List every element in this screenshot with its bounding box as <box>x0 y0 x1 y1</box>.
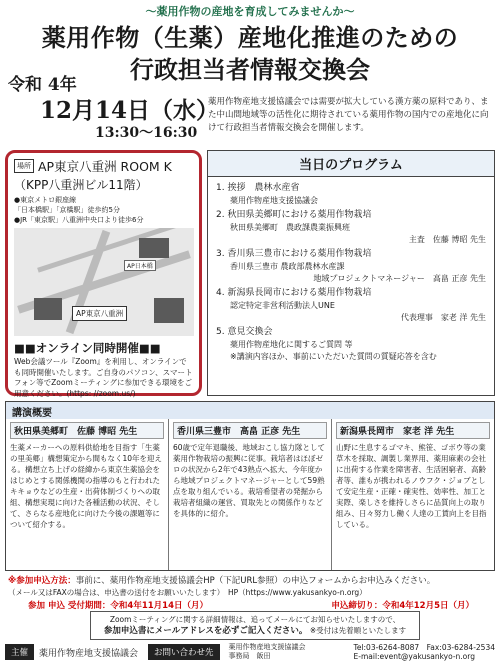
lecture-column <box>332 419 494 570</box>
lecture-text: 60歳で定年退職後、地域おこし協力隊として薬用作物栽培の振興に従事。栽培者はほぼゼロの状況から2年で43熟点へ拡大、今年度から地域プロジェクトマネージャーとして59熟点を取り組んでいる。栽培希望者の発掘から栽培者組織の運営、買取先との関係作りなどを具体的に紹介。 <box>173 443 326 518</box>
program-item <box>216 326 486 363</box>
office-line: 薬用作物産地支援協議会 <box>228 643 306 651</box>
program-item <box>216 209 486 246</box>
program-item-note: ※講演内容ほか、事前にいただいた質問の質疑応答を含む <box>230 352 437 361</box>
map-label-nihonbashi: AP日本橋 <box>124 260 156 271</box>
lecture-text: 生薬メーカーへの原料供給地を目指す「生薬の里美郷」構想策定から間もなく10年を迎える。構想立ち上げの経緯から東京生薬協会をはじめとする関係機関の指導のもと行われたキキョウなどの生産・出荷体制づくりへの取組、構想実現に向けた各種活動の状況、そして、さらなる産地化に向けた今後の課題等について紹介する。 <box>10 443 163 529</box>
host-tag: 主催 <box>5 644 34 660</box>
program-title: 当日のプログラム <box>208 151 494 177</box>
zoom-notice <box>90 611 420 640</box>
program-item-speaker: 主査 佐藤 博昭 先生 <box>408 235 486 244</box>
program-item-label: 5. 意見交換会 <box>216 327 273 337</box>
office-line: 事務局 飯田 <box>228 652 271 660</box>
deadline-online: 申込締切り：令和4年12月5日（月） <box>331 601 474 611</box>
venue-tag: 場所 <box>14 159 34 173</box>
zoom-notice-line2 <box>95 625 415 637</box>
map-building <box>154 298 184 323</box>
venue-map <box>14 228 194 336</box>
venue-box <box>5 150 202 396</box>
lecture-title: 秋田県美郷町 佐藤 博昭 先生 <box>10 422 164 439</box>
program-item-sub: 香川県三豊市 農政部農林水産課 <box>230 262 345 271</box>
program-list <box>208 177 494 366</box>
lectures-box <box>5 401 495 571</box>
lecture-column <box>6 419 169 570</box>
program-item <box>216 248 486 285</box>
venue-header <box>14 157 193 175</box>
footer <box>5 641 495 663</box>
access-line: 「日本橋駅」「京橋駅」徒歩約5分 <box>14 206 120 214</box>
office-info <box>229 643 306 661</box>
program-item <box>216 287 486 324</box>
contact-tag: お問い合わせ先 <box>148 644 220 660</box>
program-item-speaker: 代表理事 家老 洋 先生 <box>400 313 486 322</box>
lecture-text: 山野に生息するゴマキ、熊笹、ゴボウ等の業草木を採取、調製し業界用、薬用麻素の会社に出荷する作業を障害者、生活困窮者、高齢者等、誰もが携われるノウフク・ジョブとして安定生産・正確・確実性、効率性、加工と実際、楽しさを維持しさらに品質向上の取り組み、日々努力し働く人達の工賃向上を目指している。 <box>336 443 487 529</box>
date-time: 13:30〜16:30 <box>95 125 198 141</box>
online-title: ■■オンライン同時開催■■ <box>14 341 161 355</box>
deadline-venue: 参加 申込 受付期間：令和4年11月14日（月） <box>28 601 208 611</box>
access-info <box>14 195 193 225</box>
program-item-label: 2. 秋田県美郷町における薬用作物栽培 <box>216 210 372 220</box>
online-body: Web会議ツール『Zoom』を利用し、オンラインでも同時開催いたします。ご自身のパソコン、スマートフォン等でZoomミーティングに参加できる環境をご用意ください。(https: //zoom.us/) <box>14 357 193 398</box>
intro-paragraph: 薬用作物産地支援協議会では需要が拡大している漢方薬の原料であり、また中山間地域等の活性化に期待されている薬用作物の国内での産地化に向けて行政担当者情報交換会を開催します。 <box>208 97 489 133</box>
map-label-venue: AP東京八重洲 <box>72 306 127 321</box>
title-line-1: 薬用作物（生薬）産地化推進のための <box>41 24 459 52</box>
program-item-sub: 秋田県美郷町 農政課農業振興班 <box>230 223 350 232</box>
access-line: ●JR「東京駅」八重洲中央口より徒歩6分 <box>14 216 144 224</box>
host-name: 薬用作物産地支援協議会 <box>39 648 139 659</box>
program-item-label: 4. 新潟県長岡市における薬用作物栽培 <box>216 288 372 298</box>
lecture-column <box>169 419 332 570</box>
program-item-label: 1. 挨拶 農林水産省 <box>216 183 300 193</box>
tel-fax: Tel:03-6264-8087 Fax:03-6284-2534 <box>353 643 495 652</box>
map-building <box>139 238 169 258</box>
program-item-label: 3. 香川県三豊市における薬用作物栽培 <box>216 249 372 259</box>
venue-name: AP東京八重洲 ROOM K <box>38 159 172 174</box>
tagline: 〜薬用作物の産地を育成してみませんか〜 <box>145 5 355 18</box>
apply-note: （メール又はFAXの場合は、申込書の送付をお願いいたします） HP（https://www.yakusankyo-n.org） <box>8 588 367 597</box>
program-item-sub: 薬用作物産地化に関するご質問 等 <box>230 340 353 349</box>
date-month-day: 12月14日（水） <box>40 97 220 124</box>
date-era: 令和 4年 <box>8 75 77 95</box>
deadlines <box>8 599 494 611</box>
program-item-sub: 薬用作物産地支援協議会 <box>230 196 318 205</box>
zoom-notice-emphasis: 参加申込書にメールアドレスを必ずご記入ください。 <box>103 626 308 636</box>
apply-method <box>8 575 494 587</box>
venue-building: （KPP八重洲ビル11階） <box>14 178 148 192</box>
lectures-title: 講演概要 <box>6 402 494 419</box>
title-line-2: 行政担当者情報交換会 <box>130 56 370 84</box>
lecture-title: 新潟県長岡市 家老 洋 先生 <box>336 422 490 439</box>
program-item-sub: 認定特定非営利活動法人UNE <box>230 301 335 310</box>
lecture-title: 香川県三豊市 高畠 正彦 先生 <box>173 422 327 439</box>
zoom-notice-first-come: ※受付は先着順といたします <box>309 626 407 635</box>
program-item-speaker: 地域プロジェクトマネージャー 高畠 正彦 先生 <box>313 274 486 283</box>
apply-method-text: 事前に、薬用作物産地支援協議会HP（下記URL参照）の申込フォームからお申込みください。 <box>75 576 436 586</box>
map-building <box>34 298 62 320</box>
program-box <box>207 150 495 396</box>
contact-info <box>354 643 495 661</box>
program-item <box>216 182 486 207</box>
email-link[interactable]: E-mail:event@yakusankyo-n.org <box>353 652 475 661</box>
lectures-columns <box>6 419 494 570</box>
access-line: ●東京メトロ銀座線 <box>14 196 77 204</box>
apply-method-label: ※参加申込方法： <box>8 576 76 586</box>
application-info <box>8 575 494 611</box>
zoom-notice-line1: Zoomミーティングに関する詳細情報は、追ってメールにてお知らせいたしますので、 <box>109 615 401 624</box>
